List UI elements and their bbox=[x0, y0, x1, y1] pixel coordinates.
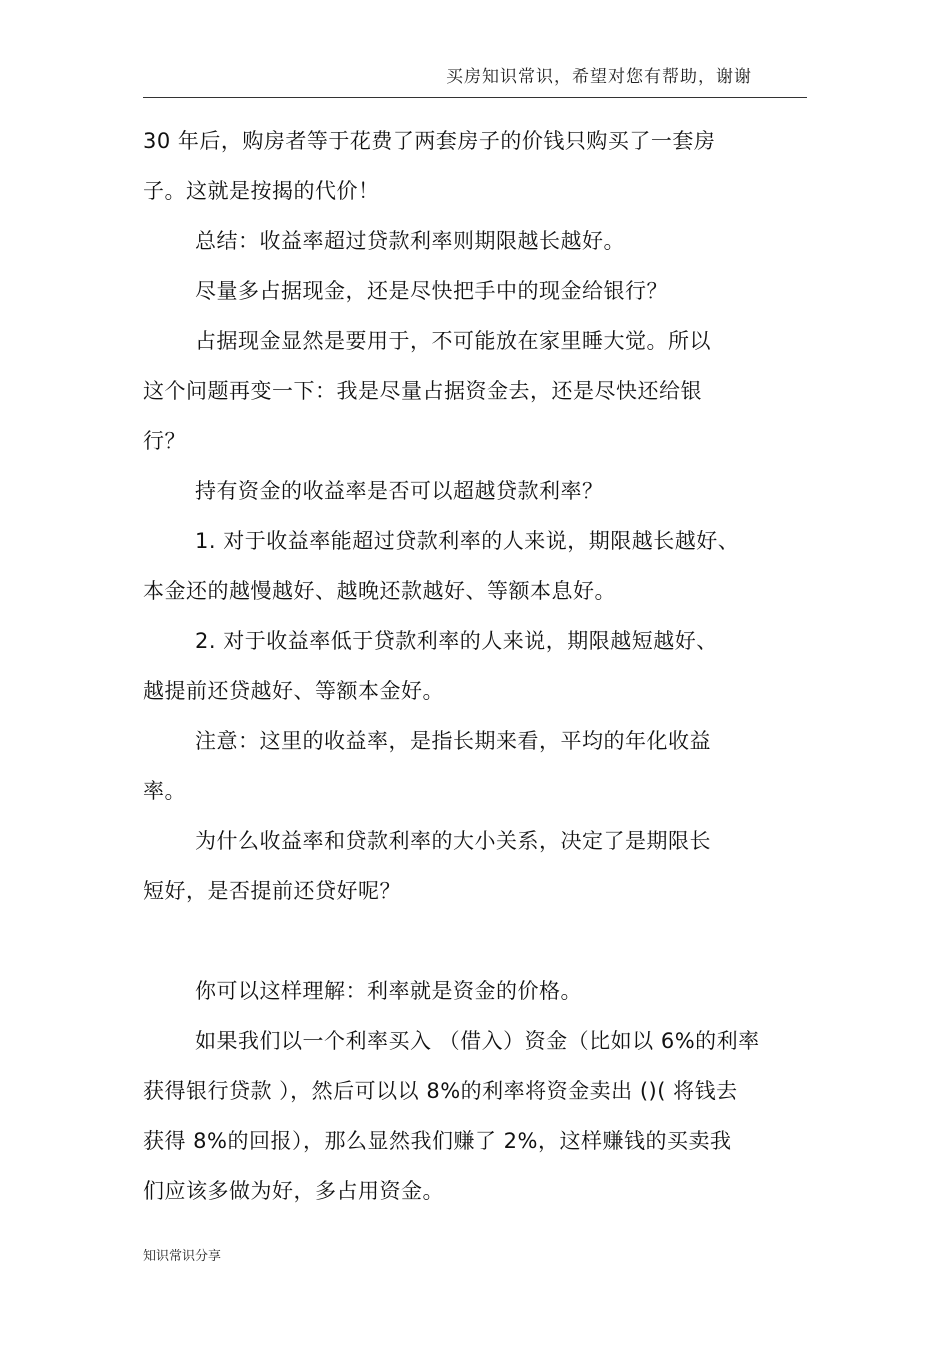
list-item-2-continued: 越提前还贷越好、等额本金好。 bbox=[143, 679, 444, 703]
paragraph-line: 这个问题再变一下：我是尽量占据资金去，还是尽快还给银 bbox=[143, 379, 702, 403]
paragraph-line: 30 年后，购房者等于花费了两套房子的价钱只购买了一套房 bbox=[143, 129, 716, 153]
header-divider bbox=[143, 97, 807, 98]
document-body bbox=[143, 121, 807, 1221]
question-line: 尽量多占据现金，还是尽快把手中的现金给银行？ bbox=[195, 279, 668, 303]
blank-line bbox=[143, 921, 807, 971]
question-line: 持有资金的收益率是否可以超越贷款利率？ bbox=[195, 479, 604, 503]
list-item-2: 2. 对于收益率低于贷款利率的人来说，期限越短越好、 bbox=[195, 629, 718, 653]
question-line-continued: 短好，是否提前还贷好呢？ bbox=[143, 879, 401, 903]
list-item-1: 1. 对于收益率能超过贷款利率的人来说，期限越长越好、 bbox=[195, 529, 740, 553]
paragraph-line: 占据现金显然是要用于，不可能放在家里睡大觉。所以 bbox=[195, 329, 711, 353]
page-footer: 知识常识分享 bbox=[143, 1249, 222, 1264]
list-item-1-continued: 本金还的越慢越好、越晚还款越好、等额本息好。 bbox=[143, 579, 616, 603]
paragraph-line: 如果我们以一个利率买入 （借入）资金（比如以 6%的利率 bbox=[195, 1029, 760, 1053]
paragraph-line: 子。这就是按揭的代价！ bbox=[143, 179, 380, 203]
page-header: 买房知识常识，希望对您有帮助，谢谢 bbox=[446, 67, 752, 87]
summary-line: 总结：收益率超过贷款利率则期限越长越好。 bbox=[195, 229, 625, 253]
paragraph-line: 获得 8%的回报），那么显然我们赚了 2%，这样赚钱的买卖我 bbox=[143, 1129, 732, 1153]
note-line: 注意：这里的收益率，是指长期来看，平均的年化收益 bbox=[195, 729, 711, 753]
paragraph-line: 行？ bbox=[143, 429, 186, 453]
question-line: 为什么收益率和贷款利率的大小关系，决定了是期限长 bbox=[195, 829, 711, 853]
paragraph-line: 们应该多做为好，多占用资金。 bbox=[143, 1179, 444, 1203]
paragraph-line: 你可以这样理解：利率就是资金的价格。 bbox=[195, 979, 582, 1003]
paragraph-line: 获得银行贷款 ），然后可以以 8%的利率将资金卖出 ()( 将钱去 bbox=[143, 1079, 738, 1103]
note-line-continued: 率。 bbox=[143, 779, 186, 803]
